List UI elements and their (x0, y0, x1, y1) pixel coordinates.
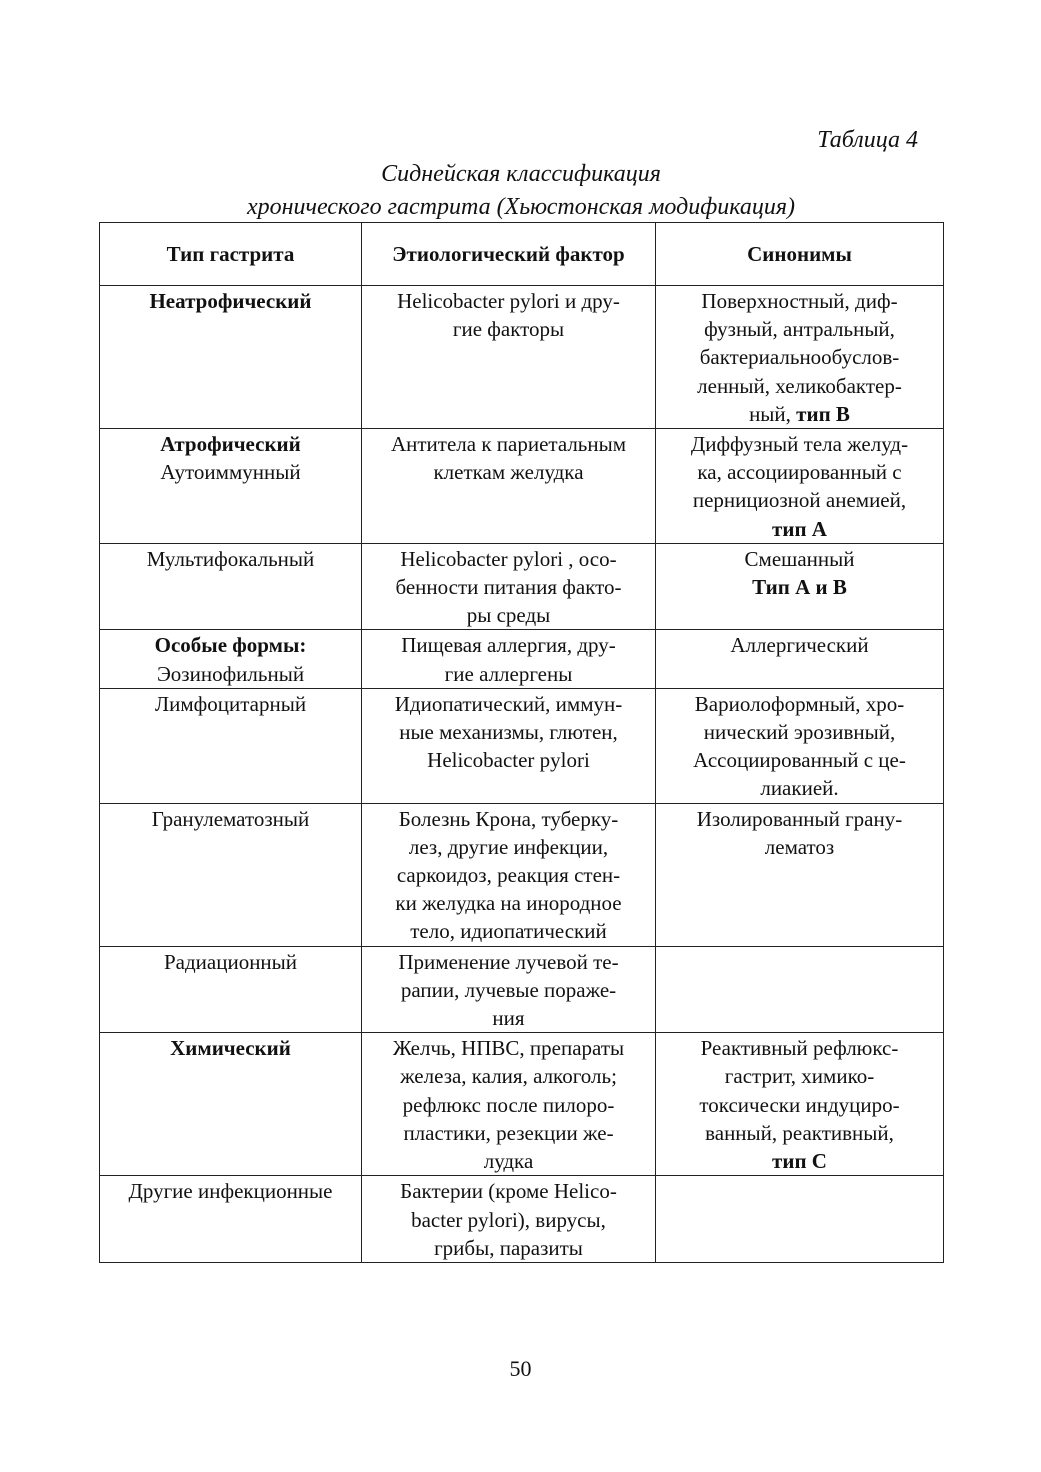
cell-text: Диффузный тела желуд- (690, 432, 909, 457)
cell-line (104, 1177, 357, 1205)
cell-text: Лимфоцитарный (154, 691, 307, 716)
cell-text: грибы, паразиты (434, 1235, 583, 1260)
type-cell (100, 429, 362, 544)
cell-text: гие факторы (452, 317, 565, 342)
synonyms-cell (656, 543, 944, 630)
table-body (100, 286, 944, 1263)
cell-line (366, 601, 651, 629)
type-cell (100, 1033, 362, 1176)
header-synonyms: Синонимы (656, 223, 944, 286)
table-caption (100, 158, 942, 224)
table-row (100, 1033, 944, 1176)
type-cell (100, 946, 362, 1033)
cell-text: Helicobacter pylori , осо- (400, 546, 617, 571)
cell-line (366, 430, 651, 458)
cell-line (366, 1177, 651, 1205)
etiology-cell (362, 803, 656, 946)
type-cell (100, 1176, 362, 1263)
etiology-cell (362, 286, 656, 429)
table-row (100, 543, 944, 630)
cell-text: нический эрозивный, (703, 720, 896, 745)
synonyms-cell (656, 946, 944, 1033)
cell-line (366, 833, 651, 861)
cell-text: клеткам желудка (433, 460, 584, 485)
cell-text: Желчь, НПВС, препараты (392, 1036, 625, 1061)
cell-line (660, 690, 939, 718)
cell-text: тип А (772, 516, 827, 541)
cell-line (366, 631, 651, 659)
cell-line (104, 948, 357, 976)
cell-line (104, 690, 357, 718)
cell-text: Тип А и В (752, 575, 847, 600)
cell-text: железа, калия, алкоголь; (400, 1064, 617, 1089)
type-cell (100, 543, 362, 630)
cell-line (366, 458, 651, 486)
synonyms-cell (656, 429, 944, 544)
cell-text: ка, ассоциированный с (697, 460, 902, 485)
cell-line (366, 1091, 651, 1119)
synonyms-cell (656, 1176, 944, 1263)
etiology-cell (362, 1033, 656, 1176)
table-label: Таблица 4 (817, 127, 918, 153)
cell-line (660, 746, 939, 774)
cell-line (104, 805, 357, 833)
cell-line (660, 1034, 939, 1062)
cell-text: bacter pylori), вирусы, (411, 1207, 606, 1232)
table-row (100, 429, 944, 544)
cell-line (660, 1062, 939, 1090)
cell-text: Атрофический (160, 432, 301, 457)
cell-text: Антитела к париетальным (390, 432, 627, 457)
type-cell (100, 803, 362, 946)
table-row (100, 630, 944, 688)
synonyms-cell (656, 688, 944, 803)
cell-line (104, 430, 357, 458)
cell-text: гастрит, химико- (724, 1064, 875, 1089)
synonyms-cell (656, 803, 944, 946)
cell-line (660, 458, 939, 486)
cell-line (366, 287, 651, 315)
cell-text: лематоз (764, 834, 835, 859)
cell-text: ния (492, 1006, 525, 1031)
cell-text: Ассоциированный с це- (693, 748, 906, 773)
synonyms-cell (656, 286, 944, 429)
cell-line (660, 287, 939, 315)
caption-line-1: Сиднейская классификация (381, 161, 661, 187)
cell-line (660, 515, 939, 543)
cell-line (366, 1034, 651, 1062)
cell-line (366, 545, 651, 573)
etiology-cell (362, 630, 656, 688)
cell-line (366, 805, 651, 833)
cell-text: Вариолоформный, хро- (694, 691, 905, 716)
cell-text: лез, другие инфекции, (408, 834, 609, 859)
cell-text: Поверхностный, диф- (701, 289, 898, 313)
cell-text: Аутоиммунный (160, 460, 301, 485)
header-etiology: Этиологический фактор (362, 223, 656, 286)
cell-line (660, 774, 939, 802)
cell-line (660, 430, 939, 458)
cell-line (104, 458, 357, 486)
cell-text: Мультифокальный (146, 546, 315, 571)
cell-line (366, 573, 651, 601)
cell-text: Идиопатический, иммун- (394, 691, 623, 716)
cell-text: Реактивный рефлюкс- (700, 1036, 899, 1061)
cell-line (104, 287, 357, 315)
cell-text: токсически индуциро- (699, 1092, 900, 1117)
cell-line (660, 486, 939, 514)
table-row (100, 946, 944, 1033)
cell-text-bold: тип В (796, 401, 850, 426)
type-cell (100, 688, 362, 803)
type-cell (100, 630, 362, 688)
cell-line (366, 1062, 651, 1090)
table-row (100, 803, 944, 946)
cell-line (660, 1147, 939, 1175)
page-number: 50 (509, 1356, 532, 1381)
cell-text: Болезнь Крона, туберку- (398, 806, 619, 831)
etiology-cell (362, 688, 656, 803)
cell-line (660, 718, 939, 746)
header-gastritis-type: Тип гастрита (100, 223, 362, 286)
cell-text: ки желудка на инородное (395, 891, 622, 916)
cell-line (104, 631, 357, 659)
cell-text: Эозинофильный (156, 661, 305, 686)
synonyms-cell (656, 1033, 944, 1176)
cell-text: рапии, лучевые пораже- (400, 977, 617, 1002)
table-row (100, 1176, 944, 1263)
header-row (100, 223, 944, 286)
cell-line (660, 631, 939, 659)
cell-text: Неатрофический (149, 289, 312, 313)
cell-line (104, 660, 357, 688)
cell-text: Радиационный (163, 949, 298, 974)
etiology-cell (362, 1176, 656, 1263)
gastritis-classification-table (99, 222, 944, 1263)
cell-text: лудка (483, 1149, 534, 1174)
table-row (100, 286, 944, 429)
cell-text: Пищевая аллергия, дру- (401, 633, 616, 658)
cell-text: гие аллергены (444, 661, 573, 686)
cell-line (660, 1091, 939, 1119)
cell-line (660, 315, 939, 343)
cell-text: Изолированный грану- (696, 806, 903, 831)
cell-text: ленный, хеликобактер- (697, 373, 902, 398)
cell-line (660, 805, 939, 833)
etiology-cell (362, 543, 656, 630)
cell-line (366, 976, 651, 1004)
type-cell (100, 286, 362, 429)
table-header (100, 223, 944, 286)
cell-line (366, 1234, 651, 1262)
cell-text: бактериальнообуслов- (699, 345, 900, 370)
cell-text: Гранулематозный (151, 806, 310, 831)
cell-text: Химический (170, 1036, 291, 1061)
cell-text: бенности питания факто- (395, 575, 622, 600)
cell-text: Бактерии (кроме Helico- (400, 1179, 617, 1204)
cell-text: тип С (772, 1149, 827, 1174)
cell-text: ванный, реактивный, (705, 1120, 894, 1145)
cell-line (660, 545, 939, 573)
cell-line (104, 545, 357, 573)
cell-line (660, 1119, 939, 1147)
cell-line (366, 746, 651, 774)
cell-text: пластики, резекции же- (403, 1120, 614, 1145)
cell-line (366, 1147, 651, 1175)
cell-line (660, 372, 939, 400)
cell-text: Helicobacter pylori (427, 748, 590, 773)
cell-text: ры среды (466, 603, 551, 628)
cell-text: рефлюкс после пилоро- (402, 1092, 615, 1117)
table-row (100, 688, 944, 803)
cell-line (660, 573, 939, 601)
cell-line (366, 315, 651, 343)
etiology-cell (362, 429, 656, 544)
cell-text: лиакией. (760, 776, 839, 801)
cell-line (660, 400, 939, 428)
cell-line (366, 889, 651, 917)
cell-text: саркоидоз, реакция стен- (396, 863, 621, 888)
cell-text: ный, (749, 401, 797, 426)
cell-line (366, 1004, 651, 1032)
cell-line (366, 861, 651, 889)
cell-text: тело, идиопатический (410, 919, 607, 944)
cell-text: пернициозной анемией, (692, 488, 907, 513)
cell-line (660, 833, 939, 861)
cell-text: ные механизмы, глютен, (399, 720, 618, 745)
cell-text: фузный, антральный, (704, 317, 895, 342)
cell-text: Смешанный (744, 546, 855, 571)
cell-line (366, 1206, 651, 1234)
cell-text: Применение лучевой те- (398, 949, 619, 974)
cell-line (660, 343, 939, 371)
caption-line-2: хронического гастрита (Хьюстонская модификация) (246, 194, 796, 220)
cell-text: Другие инфекционные (128, 1179, 333, 1204)
cell-line (366, 1119, 651, 1147)
cell-line (366, 690, 651, 718)
cell-text: Аллергический (730, 633, 869, 658)
cell-line (366, 917, 651, 945)
cell-text: Особые формы: (154, 633, 307, 658)
cell-text: Helicobacter pylori и дру- (397, 289, 620, 313)
cell-line (366, 718, 651, 746)
cell-line (366, 660, 651, 688)
cell-line (366, 948, 651, 976)
synonyms-cell (656, 630, 944, 688)
cell-line (104, 1034, 357, 1062)
etiology-cell (362, 946, 656, 1033)
